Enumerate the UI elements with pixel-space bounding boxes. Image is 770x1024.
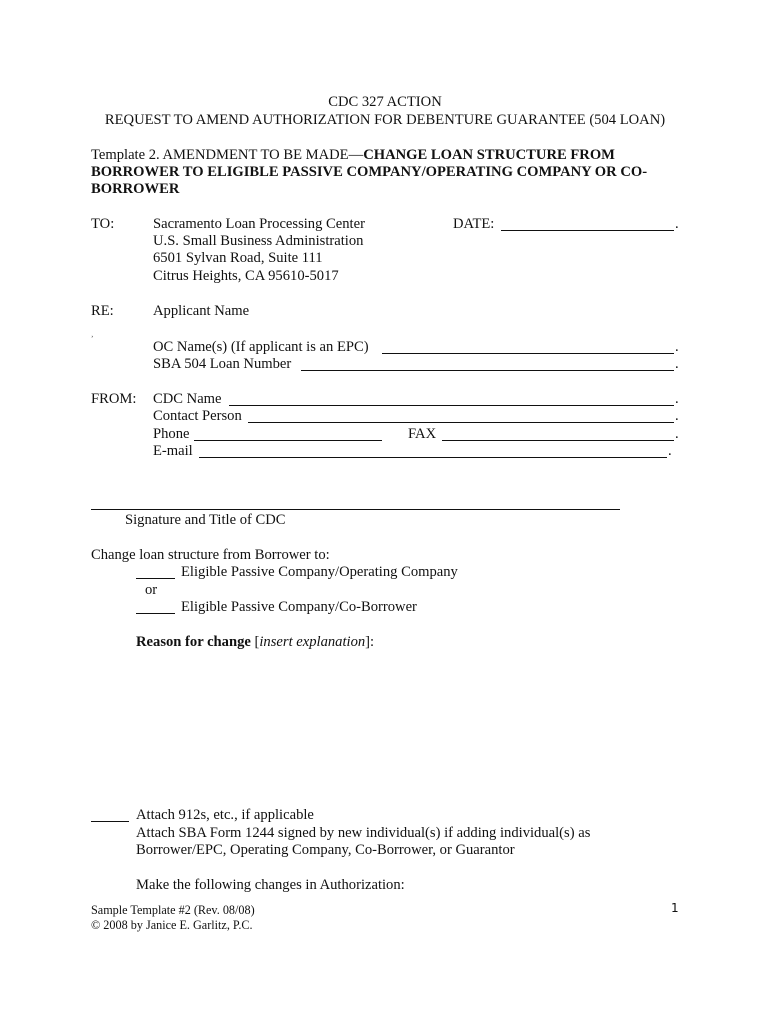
template-prefix: Template 2. AMENDMENT TO BE MADE— — [91, 147, 364, 163]
cdc-period: . — [675, 391, 679, 407]
attach-checkline[interactable] — [91, 821, 129, 822]
reason-bracket-open: [ — [250, 634, 260, 650]
change-intro: Change loan structure from Borrower to: — [91, 547, 330, 563]
reason-instruction: insert explanation — [259, 634, 366, 650]
to-line-3: 6501 Sylvan Road, Suite 111 — [153, 250, 323, 266]
form-subtitle: REQUEST TO AMEND AUTHORIZATION FOR DEBENTURE GUARANTEE (504 LOAN) — [104, 112, 666, 128]
fax-period: . — [675, 426, 679, 442]
email-period: . — [668, 443, 672, 459]
option1-checkline[interactable] — [136, 578, 175, 579]
to-line-2: U.S. Small Business Administration — [153, 233, 364, 249]
cdc-name-field[interactable] — [229, 405, 674, 406]
contact-person-label: Contact Person — [153, 408, 242, 424]
date-field[interactable] — [501, 230, 674, 231]
email-label: E-mail — [153, 443, 193, 459]
option2-label: Eligible Passive Company/Co-Borrower — [181, 599, 417, 615]
to-line-4: Citrus Heights, CA 95610-5017 — [153, 268, 339, 284]
date-label: DATE: — [453, 216, 495, 232]
signature-line[interactable] — [91, 509, 620, 510]
page-number: 1 — [671, 901, 679, 915]
template-heading-line1 — [91, 147, 615, 164]
or-text: or — [145, 582, 158, 598]
re-label: RE: — [91, 303, 114, 319]
reason-bracket-close: ]: — [365, 634, 375, 650]
attach-line-3: Borrower/EPC, Operating Company, Co-Borrower, or Guarantor — [136, 842, 515, 858]
attach-line-2: Attach SBA Form 1244 signed by new individual(s) if adding individual(s) as — [136, 825, 591, 841]
re-marker: ¸ — [91, 330, 94, 338]
reason-label: Reason for change — [136, 634, 251, 650]
template-bold-3: BORROWER — [91, 181, 180, 197]
template-bold-2: BORROWER TO ELIGIBLE PASSIVE COMPANY/OPERATING COMPANY OR CO- — [91, 164, 648, 180]
footer-template: Sample Template #2 (Rev. 08/08) — [91, 903, 255, 917]
attach-line-1: Attach 912s, etc., if applicable — [136, 807, 314, 823]
template-bold-1: CHANGE LOAN STRUCTURE FROM — [363, 147, 615, 163]
date-period: . — [675, 216, 679, 232]
option1-label: Eligible Passive Company/Operating Company — [181, 564, 458, 580]
email-field[interactable] — [199, 457, 667, 458]
phone-field[interactable] — [194, 440, 382, 441]
applicant-name-label: Applicant Name — [153, 303, 250, 319]
loan-period: . — [675, 356, 679, 372]
from-label: FROM: — [91, 391, 137, 407]
contact-period: . — [675, 408, 679, 424]
oc-name-field[interactable] — [382, 353, 674, 354]
authorization-changes: Make the following changes in Authorization: — [136, 877, 405, 893]
option2-checkline[interactable] — [136, 613, 175, 614]
fax-label: FAX — [408, 426, 437, 442]
oc-name-label: OC Name(s) (If applicant is an EPC) — [153, 339, 369, 355]
form-title: CDC 327 ACTION — [328, 94, 442, 110]
loan-number-field[interactable] — [301, 370, 674, 371]
oc-period: . — [675, 339, 679, 355]
footer-copyright: © 2008 by Janice E. Garlitz, P.C. — [91, 918, 253, 932]
to-line-1: Sacramento Loan Processing Center — [153, 216, 365, 232]
to-label: TO: — [91, 216, 115, 232]
contact-person-field[interactable] — [248, 422, 674, 423]
loan-number-label: SBA 504 Loan Number — [153, 356, 292, 372]
reason-for-change — [136, 634, 374, 651]
cdc-name-label: CDC Name — [153, 391, 222, 407]
fax-field[interactable] — [442, 440, 674, 441]
signature-caption: Signature and Title of CDC — [125, 512, 286, 528]
phone-label: Phone — [153, 426, 190, 442]
